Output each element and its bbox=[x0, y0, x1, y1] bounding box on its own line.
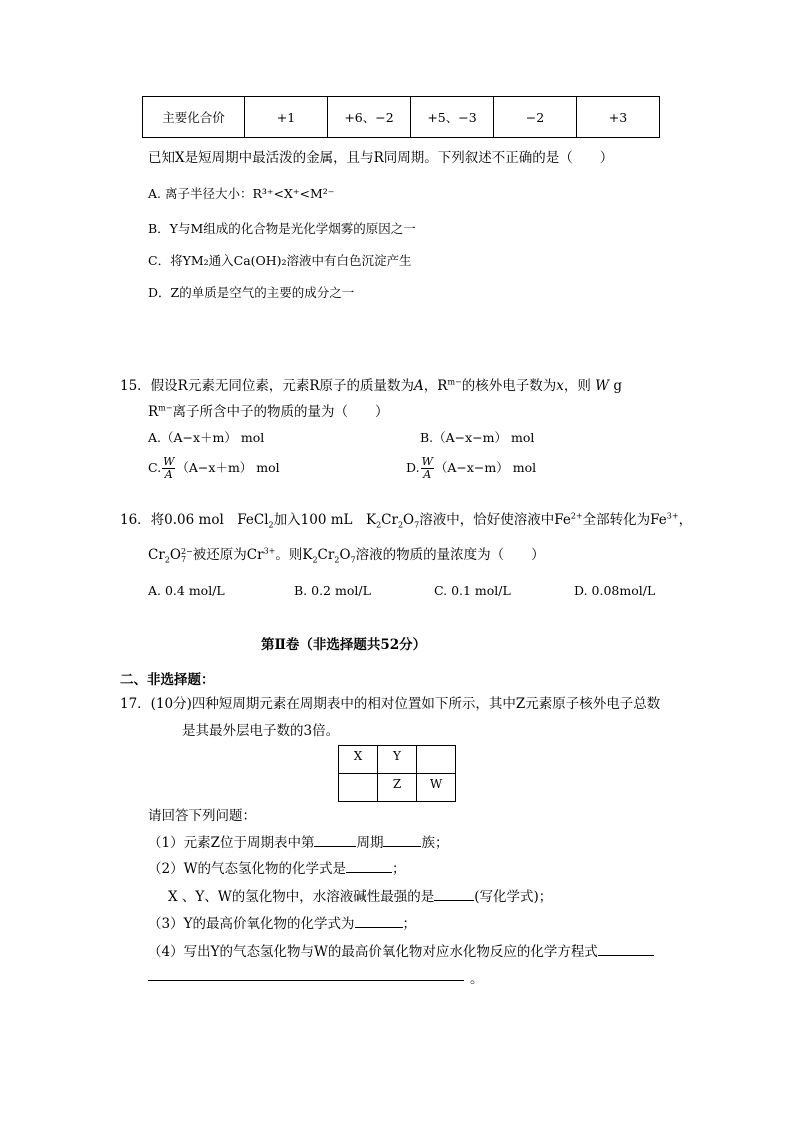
q15-text: ，R bbox=[423, 378, 448, 394]
q16-line1 bbox=[120, 508, 692, 528]
q17-sub1 bbox=[148, 831, 448, 851]
q16-text: O bbox=[169, 547, 181, 563]
q16-sub: 2 bbox=[268, 520, 274, 530]
q16-text: 全部转化为Fe bbox=[582, 512, 667, 528]
q16-text: 被还原为Cr bbox=[192, 547, 264, 563]
section-heading: 二、非选择题： bbox=[120, 672, 215, 688]
q15-text: 离子所含中子的物质的量为（ ） bbox=[172, 404, 389, 420]
q16-text: Cr bbox=[317, 547, 335, 563]
q17-sub4 bbox=[148, 940, 654, 960]
q17-text: （2）W的气态氢化物的化学式是 bbox=[148, 861, 346, 877]
fraction-w-over-a bbox=[162, 456, 175, 481]
fraction-denominator: A bbox=[423, 468, 432, 481]
q15-text: g bbox=[613, 378, 622, 394]
q16-option-c: C. 0.1 mol/L bbox=[434, 583, 511, 598]
q17-sub2 bbox=[148, 857, 405, 877]
dichromate-charge bbox=[181, 548, 193, 564]
table-cell: −2 bbox=[494, 97, 577, 138]
answer-blank[interactable] bbox=[355, 913, 403, 928]
q17-sub3 bbox=[148, 912, 416, 932]
valence-table bbox=[142, 96, 660, 138]
q14-stem: 已知X是短周期中最活泼的金属，且与R同周期。下列叙述不正确的是（ ） bbox=[148, 150, 614, 166]
q16-text: 。则K bbox=[275, 547, 313, 563]
fraction-w-over-a bbox=[421, 456, 434, 481]
q16-sub: 7 bbox=[414, 520, 420, 530]
q15-text: ，则 bbox=[563, 378, 591, 394]
section-title: 第Ⅱ卷（非选择题共52分） bbox=[261, 637, 427, 653]
q16-text: Cr bbox=[148, 547, 165, 563]
q16-sup: 2+ bbox=[570, 511, 583, 521]
q16-sub: 2 bbox=[334, 555, 340, 565]
q14-option-d: D．Z的单质是空气的主要的成分之一 bbox=[148, 285, 355, 300]
q16-option-d: D. 0.08mol/L bbox=[574, 583, 656, 598]
answer-blank[interactable] bbox=[314, 832, 356, 847]
q17-line2: 是其最外层电子数的3倍。 bbox=[182, 723, 340, 739]
q17-prompt: 请回答下列问题： bbox=[148, 808, 256, 824]
q16-text: 溶液中，恰好使溶液中Fe bbox=[419, 512, 571, 528]
fraction-numerator: W bbox=[421, 455, 433, 468]
q16-sup: 2− bbox=[180, 546, 193, 556]
q15-option-a: A.（A−x＋m） mol bbox=[148, 430, 265, 445]
q16-option-a: A. 0.4 mol/L bbox=[148, 583, 225, 598]
grid-cell: Y bbox=[378, 746, 417, 774]
q15-text: 15．假设R元素无同位素，元素R原子的质量数为 bbox=[120, 378, 415, 394]
grid-cell bbox=[417, 746, 456, 774]
q15-line2 bbox=[148, 400, 388, 420]
answer-blank[interactable] bbox=[598, 941, 654, 956]
q16-text: O bbox=[403, 512, 415, 528]
q16-sub: 7 bbox=[180, 554, 187, 564]
q16-sub: 2 bbox=[164, 555, 170, 565]
q14-option-b: B．Y与M组成的化合物是光化学烟雾的原因之一 bbox=[148, 221, 416, 236]
table-row bbox=[339, 746, 456, 774]
q17-text: 族； bbox=[421, 835, 449, 851]
q15-x-symbol: x bbox=[556, 378, 564, 394]
grid-cell: Z bbox=[378, 774, 417, 802]
table-cell: +6、−2 bbox=[328, 97, 411, 138]
answer-blank[interactable] bbox=[346, 858, 392, 873]
table-row bbox=[339, 774, 456, 802]
table-cell: +3 bbox=[577, 97, 660, 138]
q15-text: 的核外电子数为 bbox=[461, 378, 557, 394]
q15-option-expr: （A−x＋m） mol bbox=[176, 460, 280, 475]
q17-text: 周期 bbox=[356, 835, 384, 851]
q17-text: （4）写出Y的气态氢化物与W的最高价氧化物对应水化物反应的化学方程式 bbox=[148, 944, 598, 960]
q16-sub: 2 bbox=[312, 555, 318, 565]
q14-option-a-formula: R³⁺<X⁺<M²⁻ bbox=[252, 186, 335, 201]
q16-text: ， bbox=[678, 512, 693, 528]
q16-text: 溶液的物质的量浓度为（ ） bbox=[355, 547, 545, 563]
answer-blank[interactable] bbox=[383, 832, 421, 847]
q16-sub: 2 bbox=[376, 520, 382, 530]
table-cell: +5、−3 bbox=[411, 97, 494, 138]
q17-text: （1）元素Z位于周期表中第 bbox=[148, 835, 315, 851]
q14-option-a bbox=[148, 184, 334, 202]
q15-mass-symbol: A bbox=[414, 378, 424, 394]
q17-sub2-cont bbox=[168, 885, 552, 905]
q15-line1 bbox=[120, 374, 622, 394]
q14-option-a-text: A. 离子半径大小： bbox=[148, 186, 253, 201]
grid-cell: W bbox=[417, 774, 456, 802]
q15-option-label: D. bbox=[406, 460, 420, 475]
grid-cell: X bbox=[339, 746, 378, 774]
q16-text: O bbox=[339, 547, 351, 563]
q17-text: ； bbox=[402, 916, 417, 932]
q16-text: 加入100 mL K bbox=[273, 512, 377, 528]
periodic-position-grid bbox=[338, 745, 456, 802]
q17-line1: 17．(10分)四种短周期元素在周期表中的相对位置如下所示，其中Z元素原子核外电子总数 bbox=[120, 696, 661, 712]
answer-blank[interactable] bbox=[434, 886, 474, 901]
fraction-denominator: A bbox=[164, 468, 173, 481]
q16-text: 16．将0.06 mol FeCl bbox=[120, 512, 269, 528]
q16-sub: 2 bbox=[397, 520, 404, 530]
fraction-numerator: W bbox=[163, 455, 175, 468]
q14-option-c: C．将YM₂通入Ca(OH)₂溶液中有白色沉淀产生 bbox=[148, 253, 412, 268]
q15-option-expr: （A−x−m） mol bbox=[434, 460, 537, 475]
q16-sup: 3+ bbox=[666, 511, 679, 521]
q15-text: R bbox=[148, 404, 159, 420]
q17-end-mark: 。 bbox=[470, 971, 484, 987]
q15-w-symbol: W bbox=[595, 378, 610, 394]
q17-text: ； bbox=[391, 861, 406, 877]
q17-text: （3）Y的最高价氧化物的化学式为 bbox=[148, 916, 355, 932]
q17-text: (写化学式)； bbox=[474, 889, 553, 905]
q16-sup: 3+ bbox=[263, 546, 276, 556]
q15-option-b: B.（A−x−m） mol bbox=[420, 430, 535, 445]
q15-option-label: C. bbox=[148, 460, 162, 475]
q16-text: Cr bbox=[381, 512, 398, 528]
q15-option-c bbox=[148, 456, 280, 481]
q15-ion-charge: m− bbox=[158, 403, 173, 413]
answer-line[interactable] bbox=[148, 980, 464, 981]
q16-line2 bbox=[148, 543, 545, 564]
grid-cell bbox=[339, 774, 378, 802]
q16-option-b: B. 0.2 mol/L bbox=[294, 583, 371, 598]
q15-ion-charge: m− bbox=[447, 377, 462, 387]
q16-sub: 7 bbox=[350, 555, 356, 565]
q17-text: X 、Y、W的氢化物中，水溶液碱性最强的是 bbox=[168, 889, 435, 905]
table-row bbox=[143, 97, 660, 138]
table-header-cell: 主要化合价 bbox=[143, 97, 245, 138]
table-cell: +1 bbox=[245, 97, 328, 138]
q15-option-d bbox=[406, 456, 536, 481]
